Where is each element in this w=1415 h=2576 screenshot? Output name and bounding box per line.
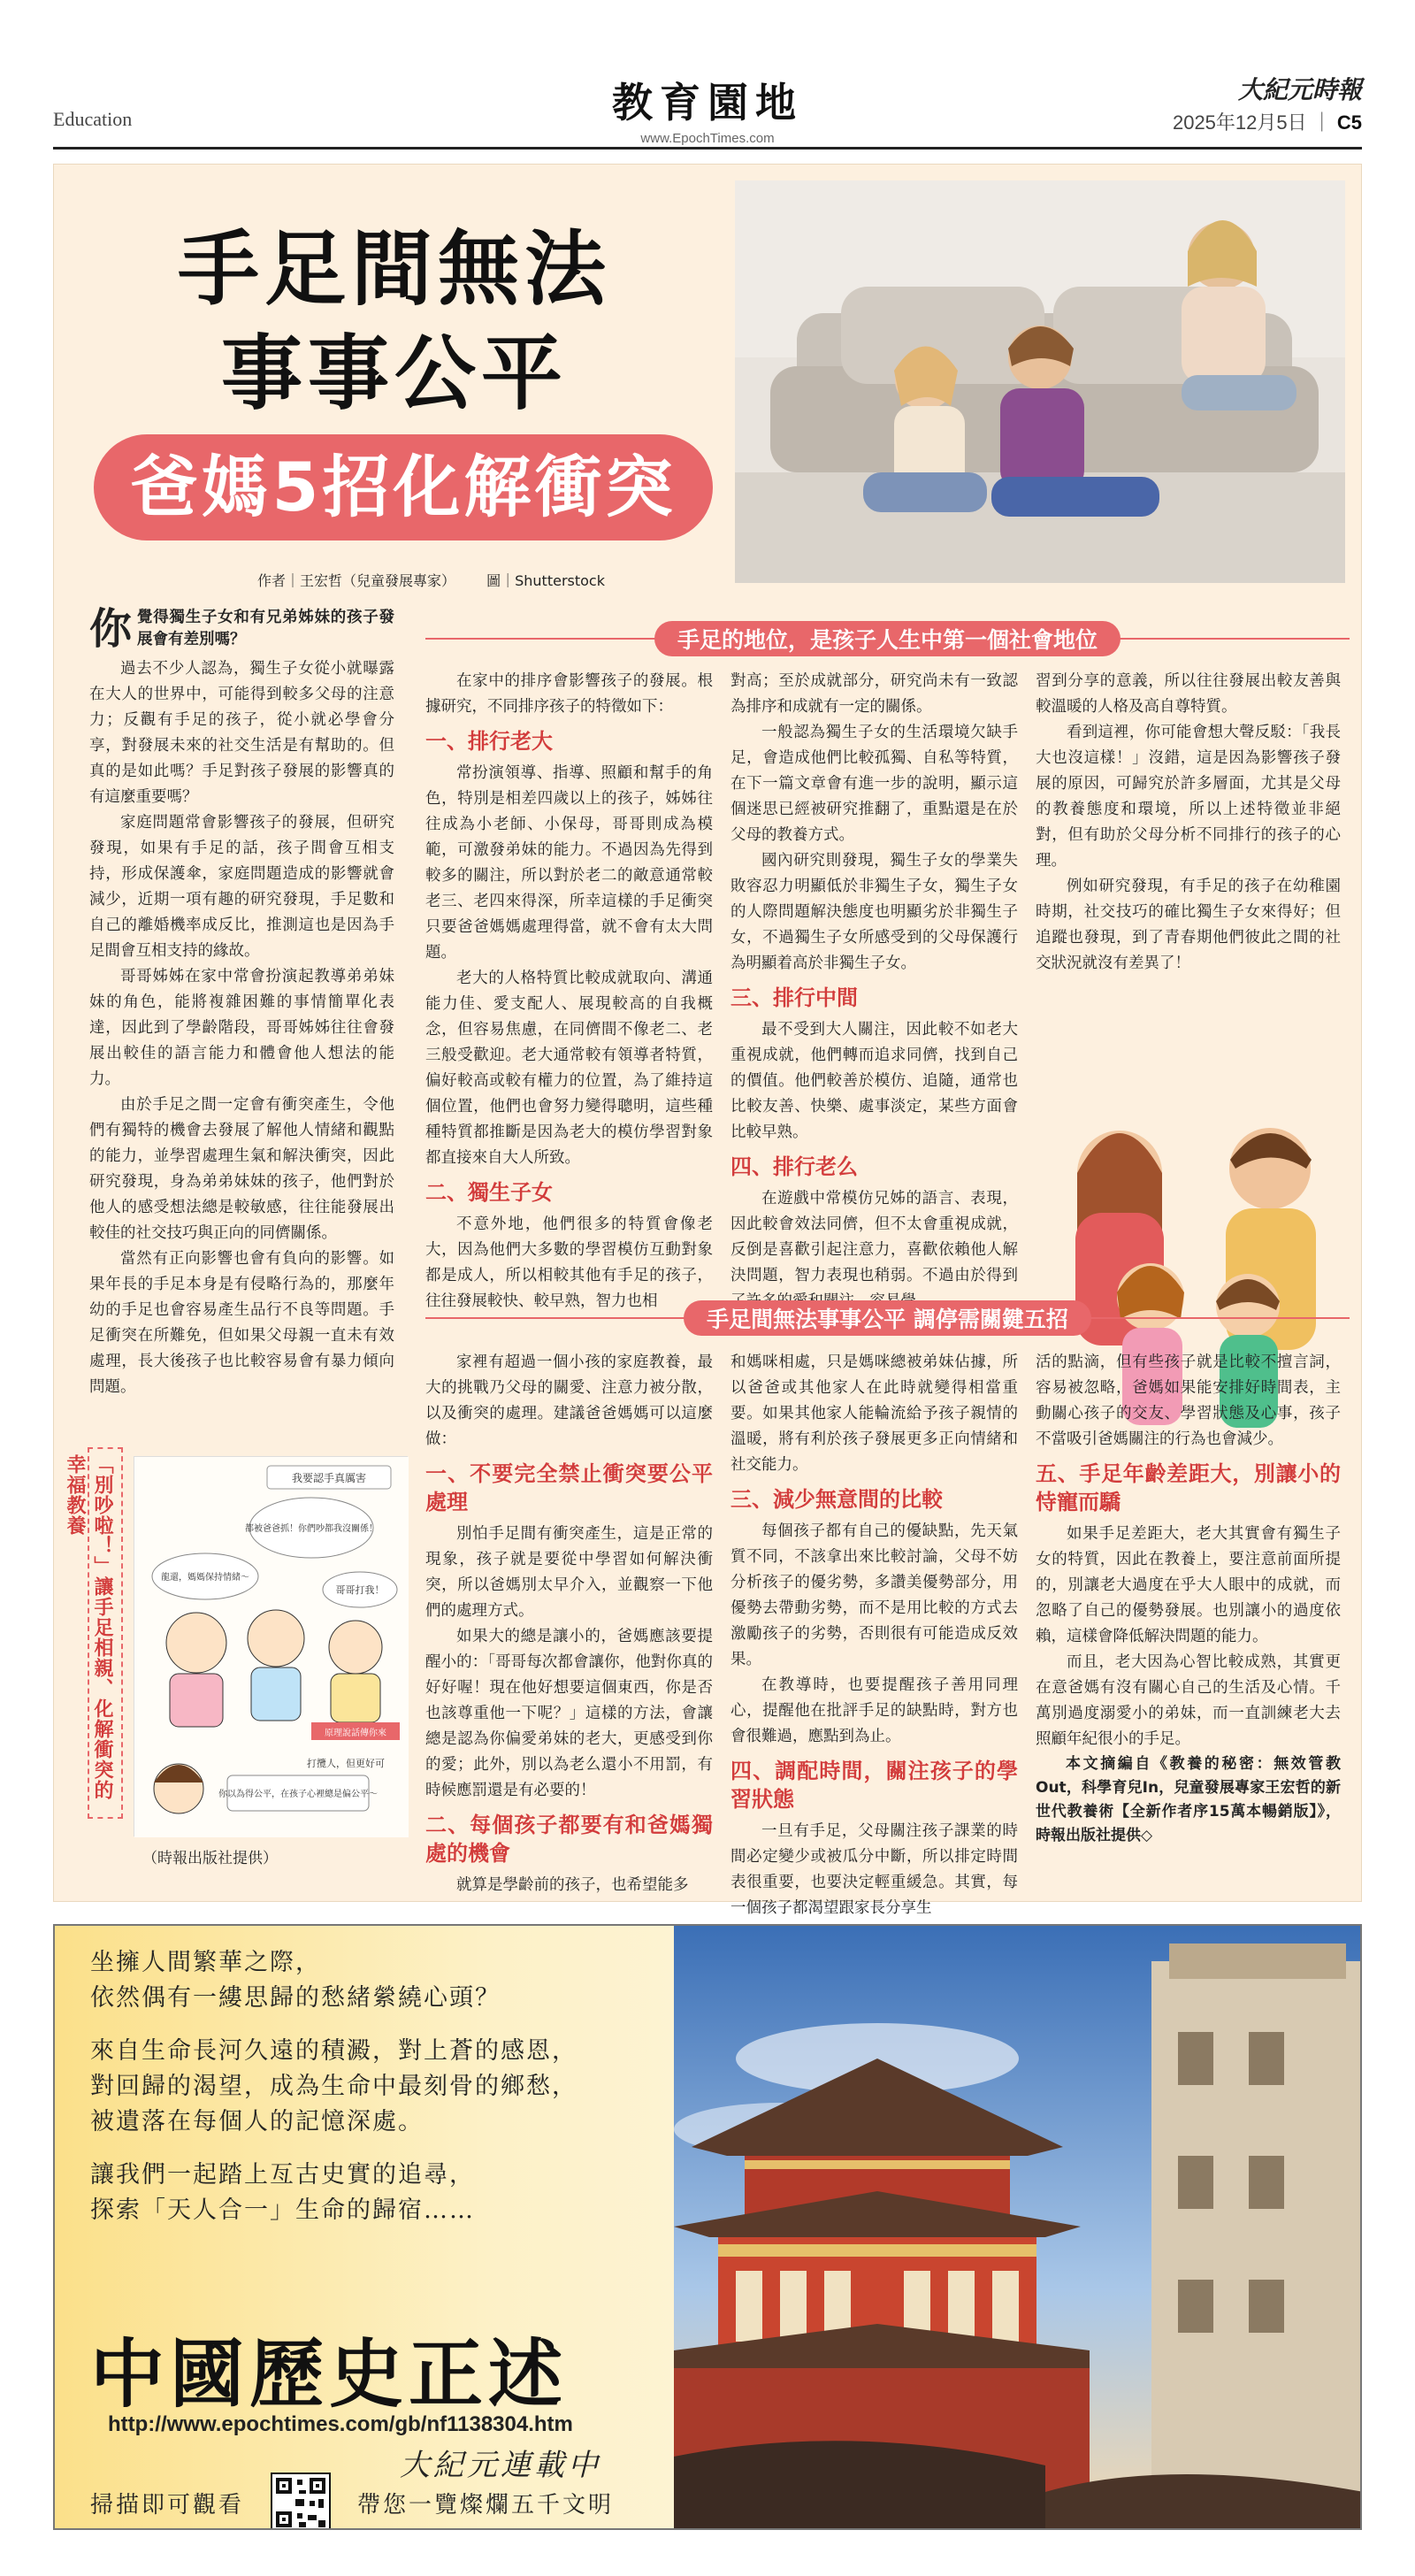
ad-line: 依然偶有一縷思歸的愁緒縈繞心頭？ xyxy=(90,1984,501,2012)
lead-question-text: 覺得獨生子女和有兄弟姊妹的孩子發展會有差別嗎？ xyxy=(137,609,394,648)
issue-date: 2025年12月5日 xyxy=(1172,111,1307,134)
section1-column-3 xyxy=(1036,669,1341,977)
subhead-tip-2: 二、每個孩子都要有和爸媽獨處的機會 xyxy=(425,1813,713,1866)
subhead-tip-1: 一、不要完全禁止衝突要公平處理 xyxy=(425,1461,713,1514)
cartoon-bubble-3: 龍還，媽媽保持情緒～ xyxy=(161,1573,249,1583)
page-number: C5 xyxy=(1336,111,1362,134)
ad-line: 讓我們一起踏上亙古史實的追尋， xyxy=(90,2161,475,2189)
cartoon-bubble-4: 你以為得公平，在孩子心裡總是偏公平～ xyxy=(218,1790,378,1799)
lead-question xyxy=(89,604,394,654)
subhead-eldest: 一、排行老大 xyxy=(425,729,553,754)
drop-cap: 你 xyxy=(89,604,133,654)
site-url[interactable]: www.EpochTimes.com xyxy=(640,131,775,146)
scan-label: 掃描即可觀看 xyxy=(90,2491,245,2518)
temple-illustration xyxy=(674,1926,1362,2530)
cartoon-bubble-1: 都被爸爸抓！你們吵都我沒關係！ xyxy=(245,1524,378,1534)
subhead-middle: 三、排行中間 xyxy=(730,985,858,1010)
paragraph: 如果大的總是讓小的，爸媽應該要提醒小的：「哥哥每次都會讓你，他對你真的好好喔！現在他好想要這個東西，你是否也該尊重他一下呢？」這樣的方法，會讓總是認為你偏愛弟妹的老大，更感受到你的愛；此外，別以為老么還小不用罰，有時候應罰還是有必要的！ xyxy=(425,1628,713,1799)
ad-line: 對回歸的渴望，成為生命中最刻骨的鄉愁， xyxy=(90,2073,577,2100)
section2-column-1 xyxy=(425,1350,713,1898)
paragraph: 在遊戲中常模仿兄姊的語言、表現，因此較會效法同儕，但不太會重視成就，反倒是喜歡引起注意力，喜歡依賴他人解決問題，智力表現也稍弱。不過由於得到 xyxy=(730,1190,1018,1284)
paragraph: 和媽咪相處，只是媽咪總被弟妹佔據，所以爸爸或其他家人在此時就變得相當重要。如果其他家人能輪流給予孩子親情的溫暖，將有利於孩子發展更多正向情緒和社交能力。 xyxy=(730,1353,1018,1474)
subhead-youngest: 四、排行老么 xyxy=(730,1154,858,1179)
page-header xyxy=(53,53,1362,150)
section1-column-1 xyxy=(425,669,713,1315)
subhead-only-child: 二、獨生子女 xyxy=(425,1180,553,1205)
section2-column-2 xyxy=(730,1350,1018,1921)
subhead-tip-4: 四、調配時間，關注孩子的學習狀態 xyxy=(730,1759,1018,1812)
paragraph: 最不受到大人關注，因此較不如老大重視成就，他們轉而追求同儕，找到自己的價值。他們較善於模仿、追隨，通常也比較友善、快樂、處事淡定，某些方面會比較早熟。 xyxy=(730,1021,1018,1141)
headline-line-2: 事事公平 xyxy=(220,326,568,421)
paragraph: 常扮演領導、指導、照顧和幫手的角色，特別是相差四歲以上的孩子，姊姊往往成為小老師、小保母，哥哥則成為模範，可激發弟妹的能力。不過因為先得到較多的關注，所以對於老二的敵意通常較老三、老四來得深，所幸這樣的手足衝突只要爸爸媽媽處理得當，就不會有太大問題。 xyxy=(425,764,713,962)
paragraph: 如果手足差距大，老大其實會有獨生子女的特質，因此在教養上，要注意前面所提的，別讓老大過度在乎大人眼中的成就，而忽略了自己的優勢發展。也別讓小的過度依賴，這樣會降低解決問題的能力。 xyxy=(1036,1525,1341,1645)
advertisement[interactable] xyxy=(53,1924,1362,2530)
ad-line: 被遺落在每個人的記憶深處。 xyxy=(90,2108,424,2135)
subhead-tip-3: 三、減少無意間的比較 xyxy=(730,1487,943,1512)
section-banner-2-text: 手足間無法事事公平 調停需關鍵五招 xyxy=(684,1300,1091,1336)
author-credit: 作者｜王宏哲（兒童發展專家） xyxy=(257,572,456,589)
siblings-illustration xyxy=(735,180,1345,583)
cartoon-icon xyxy=(134,1457,409,1837)
paragraph: 看到這裡，你可能會想大聲反駁：「我長大也沒這樣！」沒錯，這是因為影響孩子發展的原因，可歸究於許多層面，尤其是父母的教養態度和環境，所以上述特徵並非絕對，但有助於父母分析不同排行的孩子的心理。 xyxy=(1036,724,1341,870)
section1-column-2 xyxy=(730,669,1018,1315)
ad-line: 來自生命長河久遠的積澱，對上蒼的感恩， xyxy=(90,2037,577,2065)
headline xyxy=(54,218,735,426)
subheadline-pill: 爸媽5招化解衝突 xyxy=(94,434,713,540)
paragraph: 在家中的排序會影響孩子的發展。根據研究，不同排序孩子的特徵如下： xyxy=(425,672,713,716)
paragraph: 一旦有手足，父母關注孩子課業的時間必定變少或被瓜分中斷，所以排定時間表很重要，也要決定輕重緩急。其實，每一個孩子都渴望跟家長分享生 xyxy=(730,1822,1018,1917)
book-cartoon xyxy=(134,1456,408,1836)
date-page-line xyxy=(1173,108,1362,135)
ad-temple-photo xyxy=(674,1926,1362,2528)
paragraph: 不意外地，他們很多的特質會像老大，因為他們大多數的學習模仿互動對象都是成人，所以相較其他有手足的孩子，往往發展較快、較早熟，智力也相 xyxy=(425,1215,713,1310)
qr-code-icon[interactable] xyxy=(271,2472,331,2530)
cartoon-bubble-2: 哥哥打我！ xyxy=(335,1584,385,1596)
paragraph: 每個孩子都有自己的優缺點，先天氣質不同，不該拿出來比較討論，父母不妨分析孩子的優劣勢，多讚美優勢部分，用優勢去帶動劣勢，而不是用比較的方式去激勵孩子的劣勢，否則很有可能造成反效果。 xyxy=(730,1522,1018,1668)
ad-url-link[interactable]: http://www.epochtimes.com/gb/nf1138304.htm xyxy=(108,2412,573,2436)
ad-bottom-row xyxy=(90,2472,614,2530)
section-banner-1-text: 手足的地位，是孩子人生中第一個社會地位 xyxy=(654,621,1121,656)
headline-line-1: 手足間無法 xyxy=(177,222,611,317)
intro-paragraph: 家庭問題常會影響孩子的發展，但研究發現，如果有手足的話，孩子間會互相支持，形成保護傘，家庭問題造成的影響就會減少，近期一項有趣的研究發現，手足數和自己的離婚機率成反比，推測這也是因為手足間會互相支持的緣故。 xyxy=(89,814,394,960)
ad-line: 探索「天人合一」生命的歸宿…… xyxy=(90,2196,475,2224)
ad-line: 坐擁人間繁華之際， xyxy=(90,1949,321,1976)
paragraph: 在教導時，也要提醒孩子善用同理心，提醒他在批評手足的缺點時，對方也會很難過，應點到為止。 xyxy=(730,1676,1018,1745)
intro-column xyxy=(89,604,394,1400)
newspaper-logo: 大紀元時報 xyxy=(1237,75,1362,104)
section-title: 教育園地 xyxy=(612,79,803,126)
header-rule xyxy=(53,147,1362,150)
paragraph: 別怕手足間有衝突產生，這是正常的現象，孩子就是要從中學習如何解決衝突，所以爸媽別太早介入，並觀察一下他們的處理方式。 xyxy=(425,1525,713,1620)
cartoon-tag: 原理說話傳你來 xyxy=(325,1729,386,1738)
cartoon-top-label: 我要認手真厲害 xyxy=(291,1472,367,1484)
article-panel xyxy=(53,164,1362,1917)
intro-paragraph: 過去不少人認為，獨生子女從小就曝露在大人的世界中，可能得到較多父母的注意力；反觀有手足的孩子，從小就必學會分享，對發展未來的社交生活是有幫助的。但真的是如此嗎？手足對孩子發展的影響真的有這麼重要嗎？ xyxy=(89,660,394,806)
paragraph: 家裡有超過一個小孩的家庭教養，最大的挑戰乃父母的關愛、注意力被分散，以及衝突的處理。建議爸爸媽媽可以這麼做： xyxy=(425,1353,713,1448)
section-label-en: Education xyxy=(53,108,133,130)
source-note: 本文摘編自《教養的秘密：無效管教Out，科學育兒In，兒童發展專家王宏哲的新世代教養術【全新作者序15萬本暢銷版】》，時報出版社提供◇ xyxy=(1036,1755,1341,1844)
ad-serial-note: 大紀元連載中 xyxy=(400,2448,601,2483)
cartoon-credit: （時報出版社提供） xyxy=(142,1850,278,1867)
paragraph: 就算是學齡前的孩子，也希望能多 xyxy=(456,1876,689,1894)
paragraph: 一般認為獨生子女的生活環境欠缺手足，會造成他們比較孤獨、自私等特質，在下一篇文章會有進一步的說明，顯示這個迷思已經被研究推翻了，重點還是在於父母的教養方式。 xyxy=(730,724,1018,844)
section-banner-1 xyxy=(425,620,1350,657)
intro-paragraph: 由於手足之間一定會有衝突產生，令他們有獨特的機會去發展了解他人情緒和觀點的能力，並學習處理生氣和解決衝突，因此研究發現，身為弟弟妹妹的孩子，他們對於他人的感受想法總是較敏感，往往能發展出較佳的社交技巧與正向的同儕關係。 xyxy=(89,1096,394,1242)
ad-title: 中國歷史正述 xyxy=(90,2330,569,2418)
paragraph: 而且，老大因為心智比較成熟，其實更在意爸媽有沒有關心自己的生活及心情。千萬別過度溺愛小的弟妹，而一直訓練老大去照顧年紀很小的手足。 xyxy=(1036,1653,1341,1748)
photo-credit: 圖｜Shutterstock xyxy=(486,572,605,589)
paragraph: 國內研究則發現，獨生子女的學業失敗容忍力明顯低於非獨生子女，獨生子女的人際問題解決態度也明顯劣於非獨生子女，不過獨生子女所感受到的父母保護行為明顯着高於非獨生子女。 xyxy=(730,852,1018,972)
section2-column-3 xyxy=(1036,1350,1341,1848)
paragraph: 活的點滴，但有些孩子就是比較不擅言詞，容易被忽略，爸媽如果能安排好時間表，主動關心孩子的交友、學習狀態及心事，孩子不當吸引爸媽關注的行為也會減少。 xyxy=(1036,1353,1341,1448)
intro-paragraph: 當然有正向影響也會有負向的影響。如果年長的手足本身是有侵略行為的，那麼年幼的手足也會容易產生品行不良等問題。手足衝突在所難免，但如果父母親一直未有效處理，長大後孩子也比較容易會有暴力傾向問題。 xyxy=(89,1250,394,1396)
paragraph: 例如研究發現，有手足的孩子在幼稚園時期，社交技巧的確比獨生子女來得好；但追蹤也發現，到了青春期他們彼此之間的社交狀況就沒有差異了！ xyxy=(1036,878,1341,972)
book-title-vertical: 「別吵啦！」讓手足相親、化解衝突的幸福教養 xyxy=(88,1447,123,1819)
paragraph: 對高；至於成就部分，研究尚未有一致認為排序和成就有一定的關係。 xyxy=(730,672,1018,716)
hero-photo xyxy=(735,180,1345,583)
section-banner-2 xyxy=(425,1300,1350,1337)
ad-tagline: 帶您一覽燦爛五千文明 xyxy=(357,2491,615,2518)
subhead-tip-5: 五、手足年齡差距大，別讓小的恃寵而驕 xyxy=(1036,1461,1341,1514)
paragraph: 習到分享的意義，所以往往發展出較友善與較溫暖的人格及高自尊特質。 xyxy=(1036,672,1341,716)
paragraph: 老大的人格特質比較成就取向、溝通能力佳、愛支配人、展現較高的自我概念，但容易焦慮，在同儕間不像老二、老三般受歡迎。老大通常較有領導者特質，偏好較高或較有權力的位置，為了維持這個位置，他們也會努力變得聰明，這些種種特質都推斷是因為老大的模仿學習對象都直接來自大人所致。 xyxy=(425,970,713,1167)
cartoon-tag-2: 打攬人，但更好可 xyxy=(307,1758,385,1769)
intro-paragraph: 哥哥姊姊在家中常會扮演起教導弟弟妹妹的角色，能將複雜困難的事情簡單化表達，因此到了學齡階段，哥哥姊姊往往會發展出較佳的語言能力和體會他人想法的能力。 xyxy=(89,968,394,1088)
separator: ｜ xyxy=(1312,111,1337,134)
byline xyxy=(257,570,631,590)
